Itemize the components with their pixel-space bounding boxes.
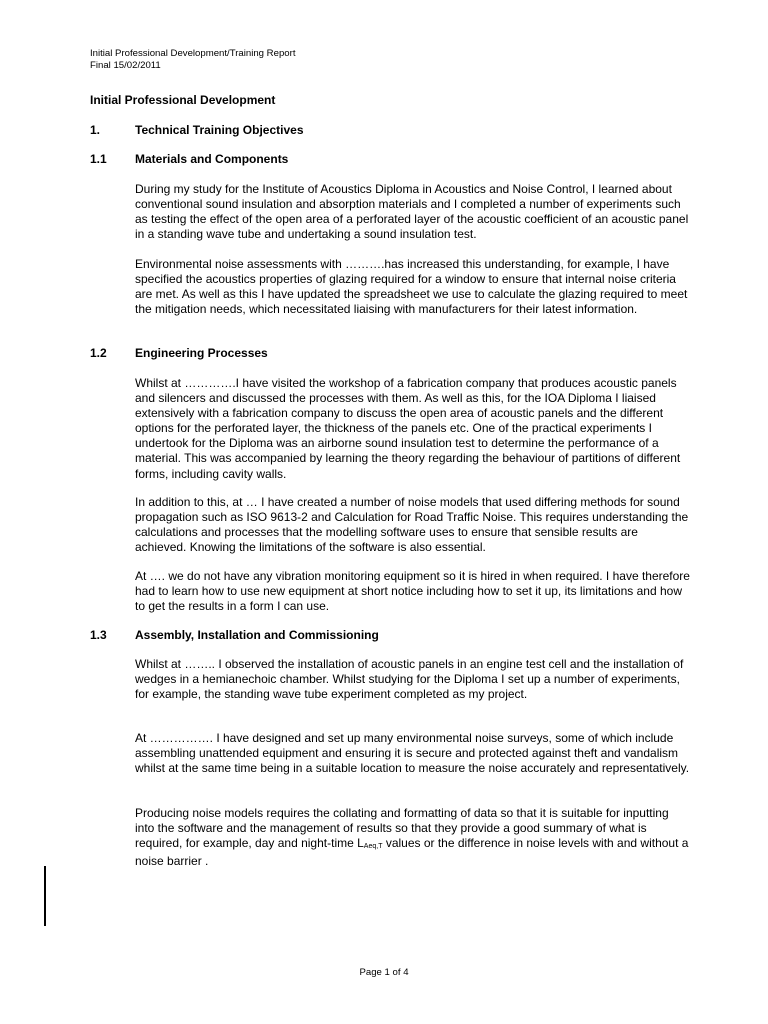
section-1-heading — [90, 123, 304, 137]
paragraph — [135, 806, 690, 869]
section-number: 1.2 — [90, 346, 107, 360]
section-title: Technical Training Objectives — [135, 123, 304, 137]
header-version-date: Final 15/02/2011 — [90, 59, 161, 71]
paragraph: At ……………. I have designed and set up many environmental noise surveys, some of which include assembling unattended equipment and ensuring it is secure and protected against theft and vandalism whilst at the same time being in a suitable location to measure the noise accurately and representatively. — [135, 731, 690, 776]
header-report-title: Initial Professional Development/Training Report — [90, 48, 296, 59]
paragraph: During my study for the Institute of Acoustics Diploma in Acoustics and Noise Control, I learned about conventional sound insulation and absorption materials and I completed a number of experiments such as testing the effect of the open area of a perforated layer of the acoustic coefficient of an acoustic panel in a standing wave tube and undertaking a sound insulation test. — [135, 182, 689, 242]
document-title: Initial Professional Development — [90, 93, 276, 107]
page-number: Page 1 of 4 — [359, 967, 409, 978]
running-header — [90, 48, 295, 71]
paragraph: Whilst at ………….I have visited the workshop of a fabrication company that produces acoustic panels and silencers and discussed the processes with them. As well as this, for the IOA Diploma I liaised extensively with a fabrication company to discuss the open area of acoustic panels and the different options for the perforated layer, the thickness of the panels etc. One of the practical experiments I undertook for the Diploma was an airborne sound insulation test to determine the performance of a material. This was accompanied by learning the theory regarding the behaviour of partitions of different forms, including cavity walls. — [135, 376, 681, 481]
paragraph: Environmental noise assessments with ……….has increased this understanding, for example, I have specified the acoustics properties of glazing required for a window to ensure that internal noise criteria are met. As well as this I have updated the spreadsheet we use to calculate the glazing required to meet the mitigation needs, which necessitated liaising with manufacturers for their latest information. — [135, 257, 688, 317]
section-1-2-heading — [90, 346, 268, 360]
section-title: Engineering Processes — [135, 346, 268, 360]
section-1-1-heading — [90, 152, 288, 166]
paragraph-text-after: values or the difference in noise levels with and without a noise barrier . — [135, 836, 689, 869]
paragraph: Whilst at …….. I observed the installation of acoustic panels in an engine test cell and the installation of wedges in a hemianechoic chamber. Whilst studying for the Diploma I set up a number of experiments, for example, the standing wave tube experiment completed as my project. — [135, 657, 684, 702]
section-1-3-heading — [90, 628, 379, 642]
section-number: 1.1 — [90, 152, 107, 166]
section-number: 1. — [90, 123, 101, 137]
section-title: Assembly, Installation and Commissioning — [135, 628, 379, 642]
paragraph: At …. we do not have any vibration monitoring equipment so it is hired in when required. I have therefore had to learn how to use new equipment at short notice including how to set it up, its limitations and how to get the results in a form I can use. — [135, 569, 690, 614]
paragraph-text-before: Producing noise models requires the collating and formatting of data so that it is suitable for inputting into the software and the management of results so that they provide a good summary of what is required, for example, day and night-time L — [135, 806, 669, 851]
section-title: Materials and Components — [135, 152, 289, 166]
laeq-subscript: Aeq,T — [363, 843, 383, 851]
paragraph: In addition to this, at … I have created a number of noise models that used differing methods for sound propagation such as ISO 9613-2 and Calculation for Road Traffic Noise. This requires understanding the calculations and processes that the modelling software uses to ensure that sensible results are achieved. Knowing the limitations of the software is also essential. — [135, 495, 689, 555]
section-number: 1.3 — [90, 628, 107, 642]
change-bar — [44, 866, 46, 926]
